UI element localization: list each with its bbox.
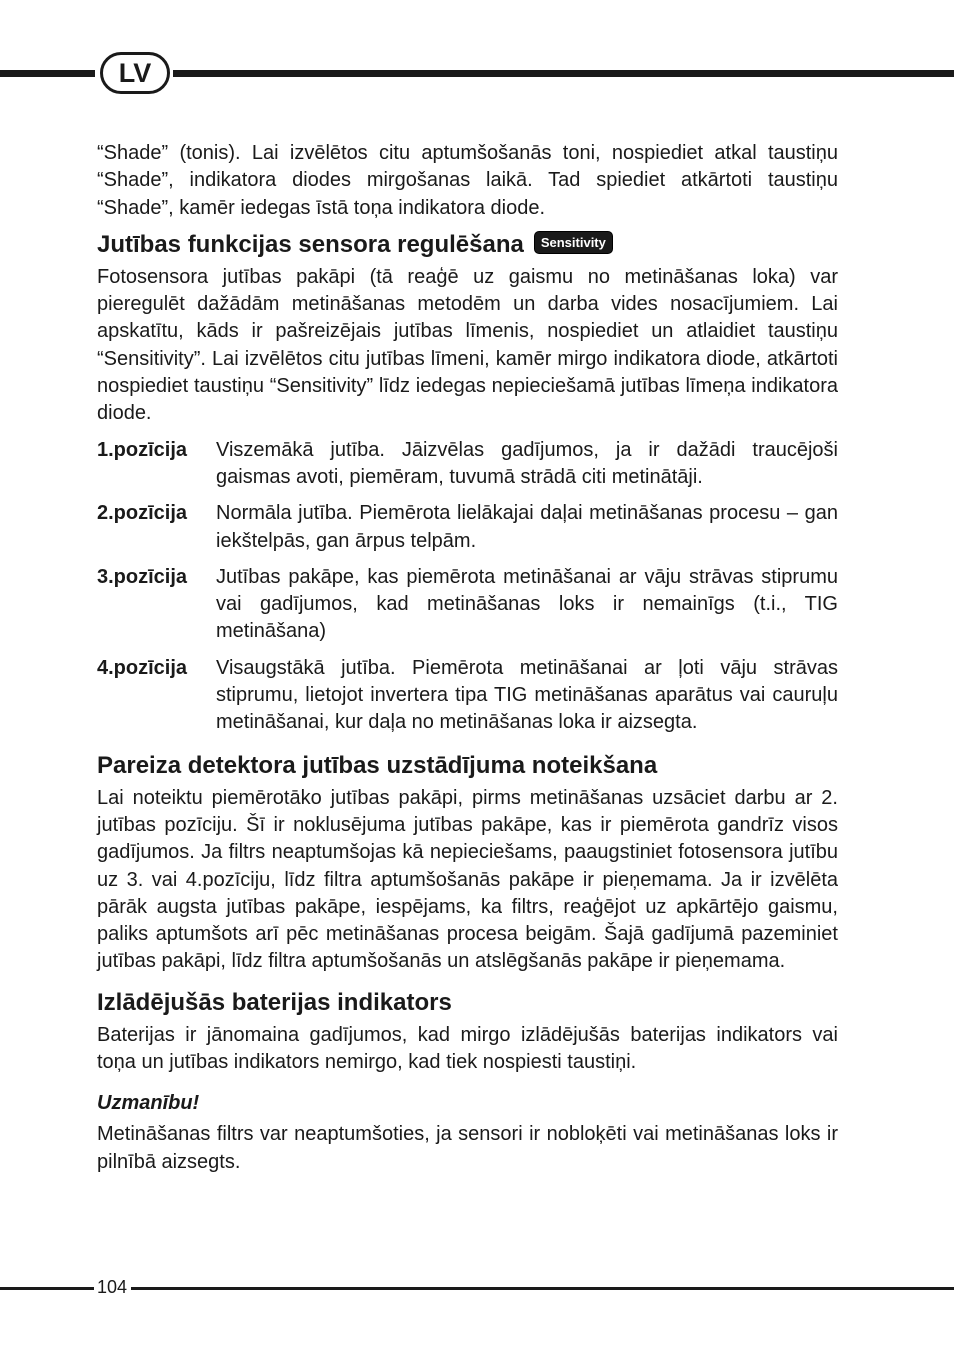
sensitivity-heading: [97, 230, 838, 260]
warning-paragraph: Metināšanas filtrs var neaptumšoties, ja sensori ir nobloķēti vai metināšanas loks ir pilnībā aizsegts.: [97, 1123, 838, 1173]
battery-heading: Izlādējušās baterijas indikators: [97, 988, 452, 1016]
sensitivity-heading-text: Jutības funkcijas sensora regulēšana: [97, 230, 524, 258]
header-rule-right: [173, 70, 954, 77]
position-item: [97, 655, 838, 737]
position-description: Jutības pakāpe, kas piemērota metināšanai ar vāju strāvas stiprumu vai gadījumos, kad metināšanas loks ir nemainīgs (t.i., TIG metināšana): [216, 565, 838, 643]
header-rule-left: [0, 70, 95, 77]
language-badge: LV: [100, 52, 170, 94]
position-list: [97, 437, 838, 737]
footer-rule-left: [0, 1287, 94, 1290]
intro-paragraph: “Shade” (tonis). Lai izvēlētos citu aptumšošanās toni, nospiediet atkal taustiņu “Shade”, indikatora diodes mirgošanas laikā. Tad spiediet atkārtoti taustiņu “Shade”, kamēr iedegas īstā toņa indikatora diode.: [97, 142, 838, 219]
position-item: [97, 564, 838, 646]
position-description: Visaugstākā jutība. Piemērota metināšanai ar ļoti vāju strāvas stiprumu, lietojot invertera tipa TIG metināšanas aparātus vai cauruļu metināšanai, kur daļa no metināšanas loka ir aizsegta.: [216, 656, 838, 734]
position-label: 4.pozīcija: [97, 656, 188, 679]
detector-heading: Pareiza detektora jutības uzstādījuma noteikšana: [97, 751, 658, 779]
sensitivity-paragraph: Fotosensora jutības pakāpi (tā reaģē uz gaismu no metināšanas loka) var pieregulēt dažādām metināšanas metodēm un darba vides nosacījumiem. Lai apskatītu, kāds ir pašreizējais jutības līmenis, nospiediet un atlaidiet taustiņu “Sensitivity”. Lai izvēlētos citu jutības līmeni, kamēr mirgo indikatora diode, atkārtoti nospiediet taustiņu “Sensitivity” līdz iedegas nepieciešamā jutības līmeņa indikatora diode.: [97, 265, 838, 425]
warning-title: Uzmanību!: [97, 1092, 200, 1115]
footer-rule-right: [131, 1287, 954, 1290]
detector-paragraph: Lai noteiktu piemērotāko jutības pakāpi, pirms metināšanas uzsāciet darbu ar 2. jutības pozīciju. Šī ir noklusējuma jutības pakāpe, kas ir piemērota gandrīz visos gadījumos. Ja filtrs neaptumšojas kā nepieciešams, paaugstiniet fotosensora jutību uz 3. vai 4.pozīciju, līdz filtra aptumšošanās pakāpe ir pieņemama. Ja ir izvēlēta pārāk augsta jutības pakāpe, iespējams, ka filtrs, reaģējot uz apkārtējo gaismu, paliks aptumšots arī pēc metināšanas procesa beigām. Šajā gadījumā pazeminiet jutības pakāpi, līdz filtra aptumšošanās un atslēgšanās pakāpe ir pieņemama.: [97, 786, 838, 973]
position-label: 2.pozīcija: [97, 502, 188, 525]
position-label: 1.pozīcija: [97, 438, 188, 461]
sensitivity-button-badge: Sensitivity: [534, 231, 613, 254]
page-number: 104: [97, 1277, 128, 1297]
position-item: [97, 500, 838, 555]
position-description: Normāla jutība. Piemērota lielākajai daļai metināšanas procesu – gan iekštelpās, gan ārpus telpām.: [216, 502, 838, 552]
page-content: [97, 140, 838, 1176]
position-item: [97, 437, 838, 492]
battery-paragraph: Baterijas ir jānomaina gadījumos, kad mirgo izlādējušās baterijas indikators vai toņa un jutības indikators nemirgo, kad tiek nospiesti taustiņi.: [97, 1023, 838, 1074]
position-description: Viszemākā jutība. Jāizvēlas gadījumos, ja ir dažādi traucējoši gaismas avoti, piemēram, tuvumā strādā citi metinātāji.: [216, 438, 838, 488]
position-label: 3.pozīcija: [97, 565, 188, 588]
